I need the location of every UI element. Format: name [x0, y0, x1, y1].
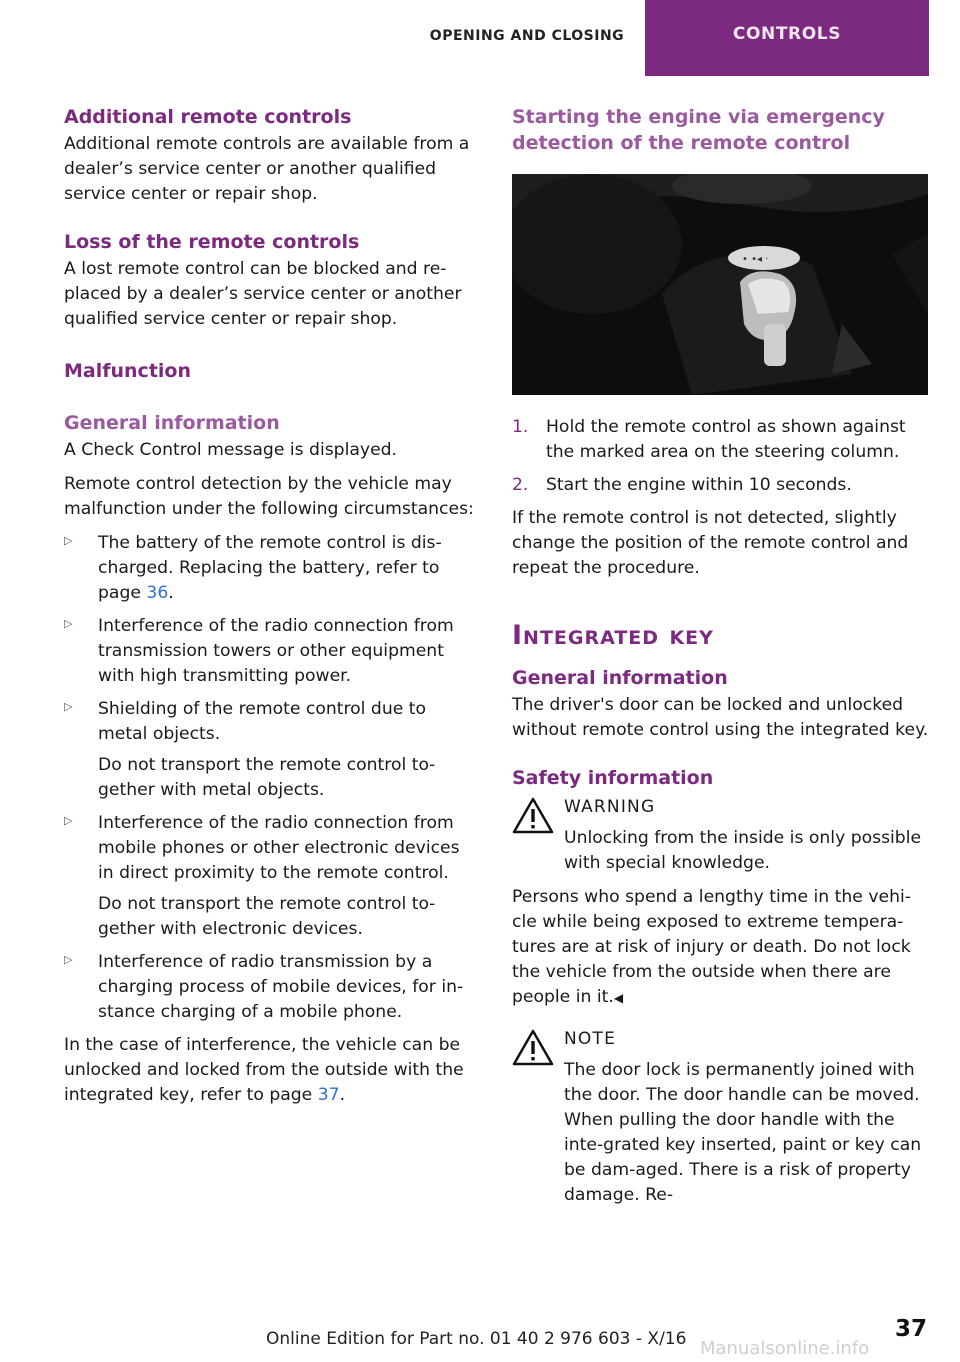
list-item [64, 697, 480, 803]
triangle-right-icon: ▷ [64, 700, 73, 713]
emergency-note-text: If the remote control is not detected, slightly change the position of the remote control and repeat the procedure. [512, 508, 909, 578]
loss-text: A lost remote control can be blocked and re‐placed by a dealer’s service center or another qualified service center or repair shop. [64, 259, 462, 329]
emergency-steps-list [512, 415, 932, 498]
additional-remotes-heading: Additional remote controls [64, 106, 352, 128]
footer-edition: Online Edition for Part no. 01 40 2 976 603 - X/16 [266, 1329, 687, 1349]
list-item [512, 415, 932, 465]
warning-title: WARNING [564, 797, 656, 817]
end-mark-icon: ◀ [613, 991, 624, 1005]
list-item-note: Do not transport the remote control to‐gether with metal objects. [98, 755, 436, 800]
triangle-right-icon: ▷ [64, 617, 73, 630]
general-info-text-1: A Check Control message is displayed. [64, 440, 398, 460]
note-notice [512, 1027, 932, 1208]
list-item-text: The battery of the remote control is dis‐charged. Replacing the battery, refer to page 36. [98, 533, 442, 603]
triangle-right-icon: ▷ [64, 814, 73, 827]
warning-triangle-icon [512, 797, 554, 835]
svg-text:• •◂ ·: • •◂ · [742, 254, 769, 265]
note-text-1: The door lock is permanently joined with the door. The door handle can be moved. When pulling the door handle with the inte‐grated key inserted, paint or key can be dam‐aged. There is a risk of property damage. Re‐ [564, 1060, 922, 1205]
triangle-right-icon: ▷ [64, 534, 73, 547]
watermark: Manualsonline.info [700, 1338, 870, 1359]
malfunction-causes-list [64, 531, 480, 1025]
list-item-text: Shielding of the remote control due to metal objects. [98, 699, 427, 744]
page-link-36[interactable]: 36 [146, 583, 169, 603]
malfunction-heading: Malfunction [64, 360, 191, 382]
emergency-start-heading: Starting the engine via emergency detection of the remote control [512, 106, 885, 154]
chapter-tab-label: CONTROLS [667, 0, 907, 52]
safety-info-heading: Safety information [512, 767, 714, 789]
list-item [64, 950, 480, 1025]
warning-notice [512, 795, 932, 1011]
list-item [512, 473, 932, 498]
list-item-text: Interference of the radio connection from mobile phones or other electronic devices in direct proximity to the remote control. [98, 813, 460, 883]
general-info-text-2: Remote control detection by the vehicle may malfunction under the following circumstances: [64, 474, 474, 519]
note-title: NOTE [564, 1029, 617, 1049]
left-column [64, 104, 480, 1117]
integrated-general-heading: General information [512, 667, 728, 689]
page-number: 37 [895, 1316, 928, 1342]
page-link-37[interactable]: 37 [317, 1085, 340, 1105]
list-item-text: Interference of the radio connection from transmission towers or other equipment with high transmitting power. [98, 616, 454, 686]
warning-text-2: Persons who spend a lengthy time in the vehi‐cle while being exposed to extreme tempera‐tures are at risk of injury or death. Do not lock the vehicle from the outside when there are people in it.◀ [512, 887, 911, 1007]
list-item [64, 614, 480, 689]
right-column [512, 104, 932, 1217]
integrated-general-text: The driver's door can be locked and unlocked without remote control using the integrated key. [512, 695, 929, 740]
additional-remotes-text: Additional remote controls are available from a dealer’s service center or another qualified service center or repair shop. [64, 134, 470, 204]
step-number: 2. [512, 475, 529, 495]
list-item-note: Do not transport the remote control to‐gether with electronic devices. [98, 894, 436, 939]
loss-heading: Loss of the remote controls [64, 231, 360, 253]
chapter-tab[interactable] [645, 0, 929, 76]
warning-triangle-icon [512, 1029, 554, 1067]
general-info-heading: General information [64, 412, 280, 434]
warning-text-1: Unlocking from the inside is only possible with special knowledge. [564, 828, 922, 873]
section-tab[interactable]: OPENING AND CLOSING [429, 28, 625, 44]
interference-closing-text: In the case of interference, the vehicle can be unlocked and locked from the outside with the integrated key, refer to page 37. [64, 1035, 464, 1105]
list-item [64, 811, 480, 942]
list-item-text: Interference of radio transmission by a charging process of mobile devices, for in‐stance charging of a mobile phone. [98, 952, 464, 1022]
step-text: Start the engine within 10 seconds. [546, 475, 852, 495]
integrated-key-heading: Integrated key [512, 620, 714, 651]
step-text: Hold the remote control as shown against the marked area on the steering column. [546, 417, 906, 462]
list-item [64, 531, 480, 606]
triangle-right-icon: ▷ [64, 953, 73, 966]
step-number: 1. [512, 417, 529, 437]
steering-column-photo [512, 174, 928, 395]
